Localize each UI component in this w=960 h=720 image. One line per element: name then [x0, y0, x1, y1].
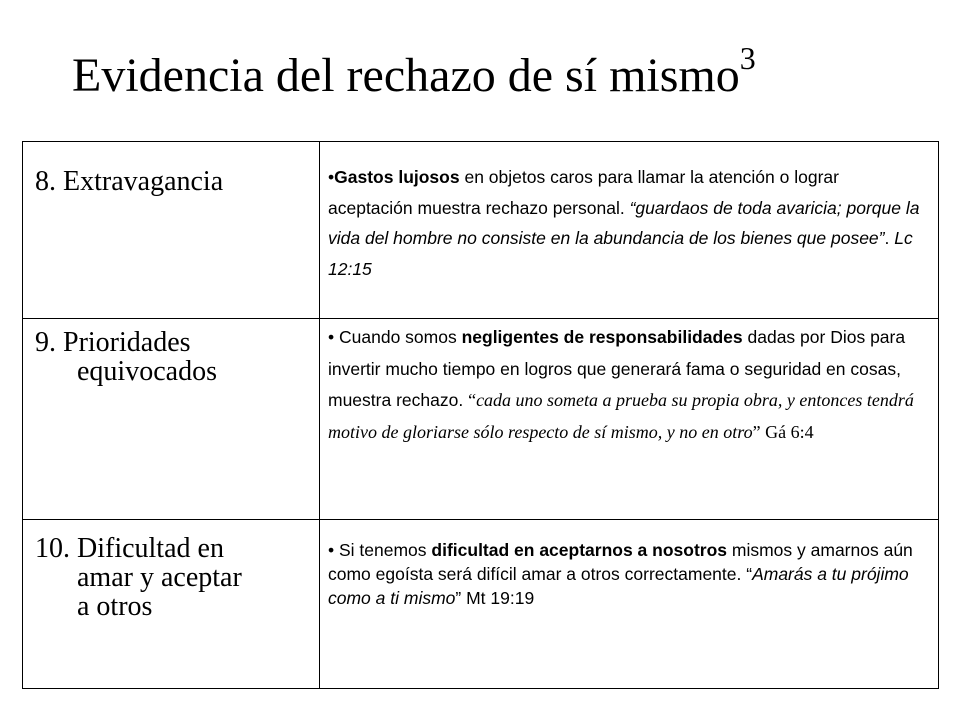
row-1-quote: “guardaos de toda avaricia; porque la vida del hombre no consiste en la abundancia de los bienes que posee” — [328, 197, 920, 248]
row-3-bullet: • — [328, 540, 339, 560]
slide-title — [72, 40, 756, 102]
title-superscript: 3 — [739, 40, 756, 76]
row-2-quote-open: “ — [468, 390, 477, 410]
row-1-heading-line1: 8. Extravagancia — [35, 166, 224, 197]
row-1-bold-text: Gastos lujosos — [334, 167, 460, 187]
row-2-heading-line2: equivocados — [77, 356, 217, 387]
row-divider-1 — [23, 318, 938, 319]
row-1-heading — [35, 167, 223, 196]
row-3-heading — [35, 534, 242, 621]
slide-title-text: Evidencia del rechazo de sí mismo — [72, 49, 740, 102]
row-3-heading-line2: amar y aceptar — [77, 562, 242, 593]
row-2-heading-line1: 9. Prioridades — [35, 327, 191, 358]
comparison-table — [22, 141, 939, 689]
row-2-text2: dadas por Dios para invertir mucho tiempo en logros que generará fama o seguridad en cosas, muestra rechazo. — [328, 327, 906, 410]
row-1-bullet: • — [328, 167, 335, 187]
row-3-quote-close: ” Mt 19:19 — [455, 588, 535, 608]
row-3-heading-line1: 10. Dificultad en — [35, 533, 224, 564]
row-3-text2: mismos y amarnos aún como egoísta será difícil amar a otros correctamente. “ — [328, 540, 913, 584]
row-3-text1: Si tenemos — [339, 540, 432, 560]
row-3-quote: Amarás a tu prójimo como a ti mismo — [328, 564, 909, 608]
row-2-description — [328, 322, 928, 448]
row-2-text1: Cuando somos — [339, 327, 462, 347]
row-1-reference: Lc 12:15 — [328, 228, 913, 279]
column-divider — [319, 142, 320, 688]
row-2-quote-close: ” Gá 6:4 — [752, 421, 814, 442]
row-3-bold-text: dificultad en aceptarnos a nosotros — [431, 540, 728, 560]
row-1-text: en objetos caros para llamar la atención o lograr aceptación muestra rechazo personal. — [328, 167, 839, 218]
row-2-heading — [35, 328, 217, 386]
row-1-after-quote: . — [884, 228, 895, 248]
row-1-description — [328, 162, 928, 284]
row-3-heading-line3: a otros — [77, 591, 153, 622]
row-divider-2 — [23, 519, 938, 520]
row-3-description — [328, 538, 928, 610]
row-2-quote: cada uno someta a prueba su propia obra, y entonces tendrá motivo de gloriarse sólo respecto de sí mismo, y no en otro — [328, 390, 914, 442]
row-2-bullet: • — [328, 327, 339, 347]
row-2-bold-text: negligentes de responsabilidades — [461, 327, 743, 347]
